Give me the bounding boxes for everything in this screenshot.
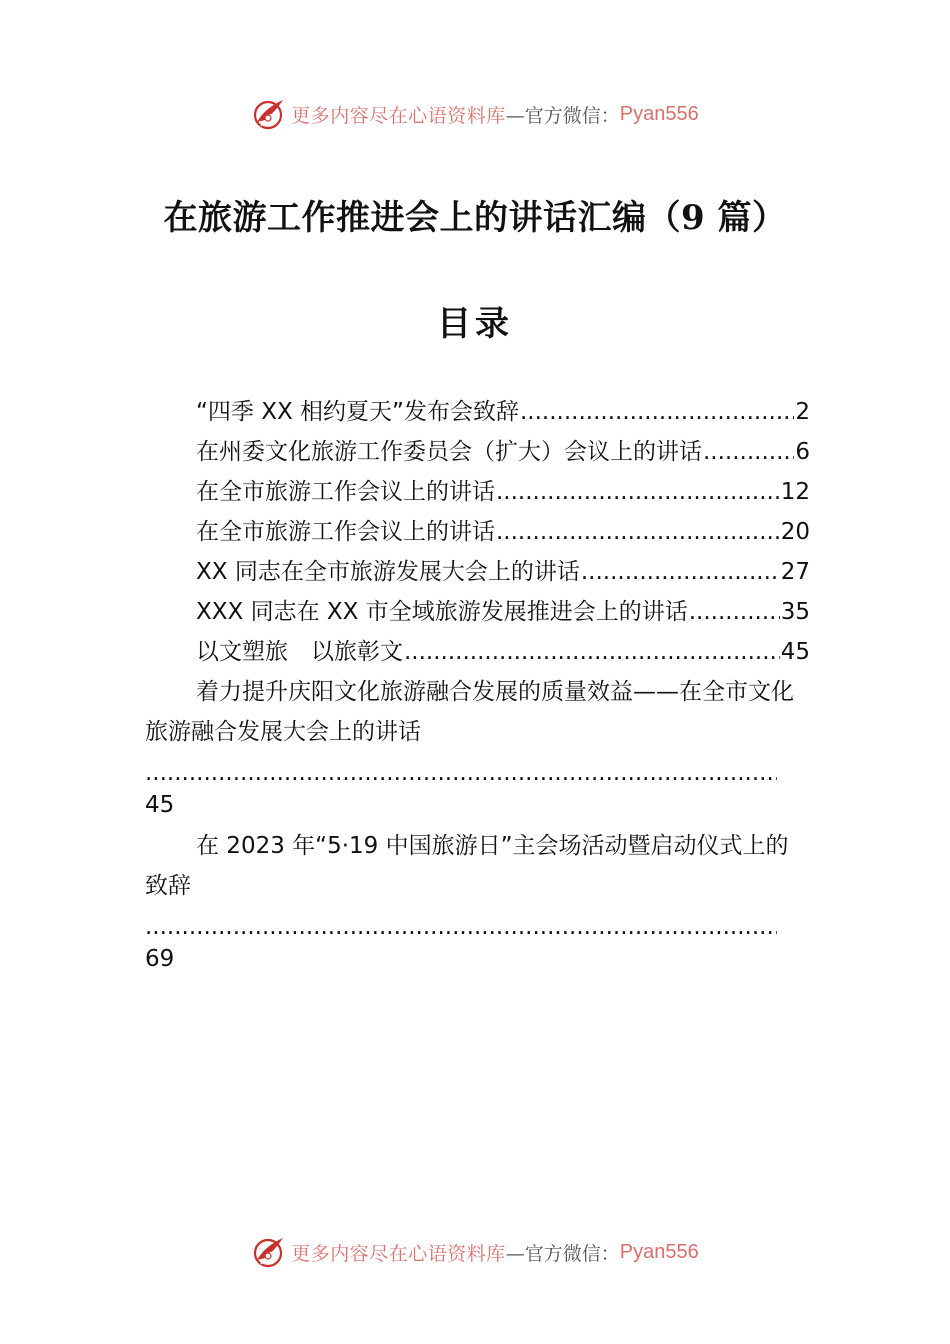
toc-entry-page: 6 xyxy=(795,439,810,465)
footer-banner xyxy=(0,1232,950,1272)
toc-entry-page: 45 xyxy=(780,639,810,665)
toc-leader xyxy=(581,552,780,592)
toc-leader xyxy=(145,912,777,942)
banner-text: 更多内容尽在心语资料库 xyxy=(291,104,506,127)
toc-entry[interactable] xyxy=(145,552,810,592)
document-title: 在旅游工作推进会上的讲话汇编（9 篇） xyxy=(163,198,787,238)
toc-entry-title: XX 同志在全市旅游发展大会上的讲话 xyxy=(196,559,580,585)
toc-entry-wrapped[interactable] xyxy=(145,826,810,976)
banner-text: 更多内容尽在心语资料库 xyxy=(291,1242,506,1265)
toc-entry-page: 20 xyxy=(780,519,810,545)
toc-entry-title: 在州委文化旅游工作委员会（扩大）会议上的讲话 xyxy=(196,439,702,465)
toc-entry-title: 在全市旅游工作会议上的讲话 xyxy=(196,479,495,505)
quill-logo-icon xyxy=(251,1234,287,1270)
toc-entry-title: XXX 同志在 XX 市全域旅游发展推进会上的讲话 xyxy=(196,599,688,625)
table-of-contents xyxy=(145,392,810,980)
toc-leader xyxy=(703,432,794,472)
toc-leader xyxy=(145,758,777,788)
toc-leader xyxy=(404,632,780,672)
header-banner xyxy=(0,94,950,134)
toc-entry-page: 35 xyxy=(780,599,810,625)
toc-entry[interactable] xyxy=(145,392,810,432)
toc-entry[interactable] xyxy=(145,512,810,552)
toc-entry-title: 在 2023 年“5·19 中国旅游日”主会场活动暨启动仪式上的致辞 xyxy=(145,833,789,899)
toc-entry[interactable] xyxy=(145,432,810,472)
toc-entry-page: 27 xyxy=(780,559,810,585)
toc-entry-page: 2 xyxy=(795,399,810,425)
toc-entry[interactable] xyxy=(145,592,810,632)
toc-leader xyxy=(520,392,794,432)
toc-entry-title: 在全市旅游工作会议上的讲话 xyxy=(196,519,495,545)
toc-entry-title: 以文塑旅 以旅彰文 xyxy=(196,639,403,665)
banner-separator: —官方微信： xyxy=(505,1242,620,1265)
banner-account: Pyan556 xyxy=(619,1240,699,1263)
toc-leader xyxy=(496,512,780,552)
quill-logo-icon xyxy=(251,96,287,132)
toc-leader xyxy=(689,592,780,632)
toc-entry[interactable] xyxy=(145,472,810,512)
toc-entry-title: 着力提升庆阳文化旅游融合发展的质量效益——在全市文化旅游融合发展大会上的讲话 xyxy=(145,679,794,745)
toc-entry-page: 69 xyxy=(145,946,175,972)
toc-entry[interactable] xyxy=(145,632,810,672)
toc-entry-title: “四季 XX 相约夏天”发布会致辞 xyxy=(196,399,519,425)
toc-entry-page: 45 xyxy=(145,792,175,818)
banner-separator: —官方微信： xyxy=(505,104,620,127)
toc-leader xyxy=(496,472,780,512)
banner-account: Pyan556 xyxy=(619,102,699,125)
toc-entry-page: 12 xyxy=(780,479,810,505)
toc-heading: 目录 xyxy=(437,304,513,344)
toc-entry-wrapped[interactable] xyxy=(145,672,810,822)
